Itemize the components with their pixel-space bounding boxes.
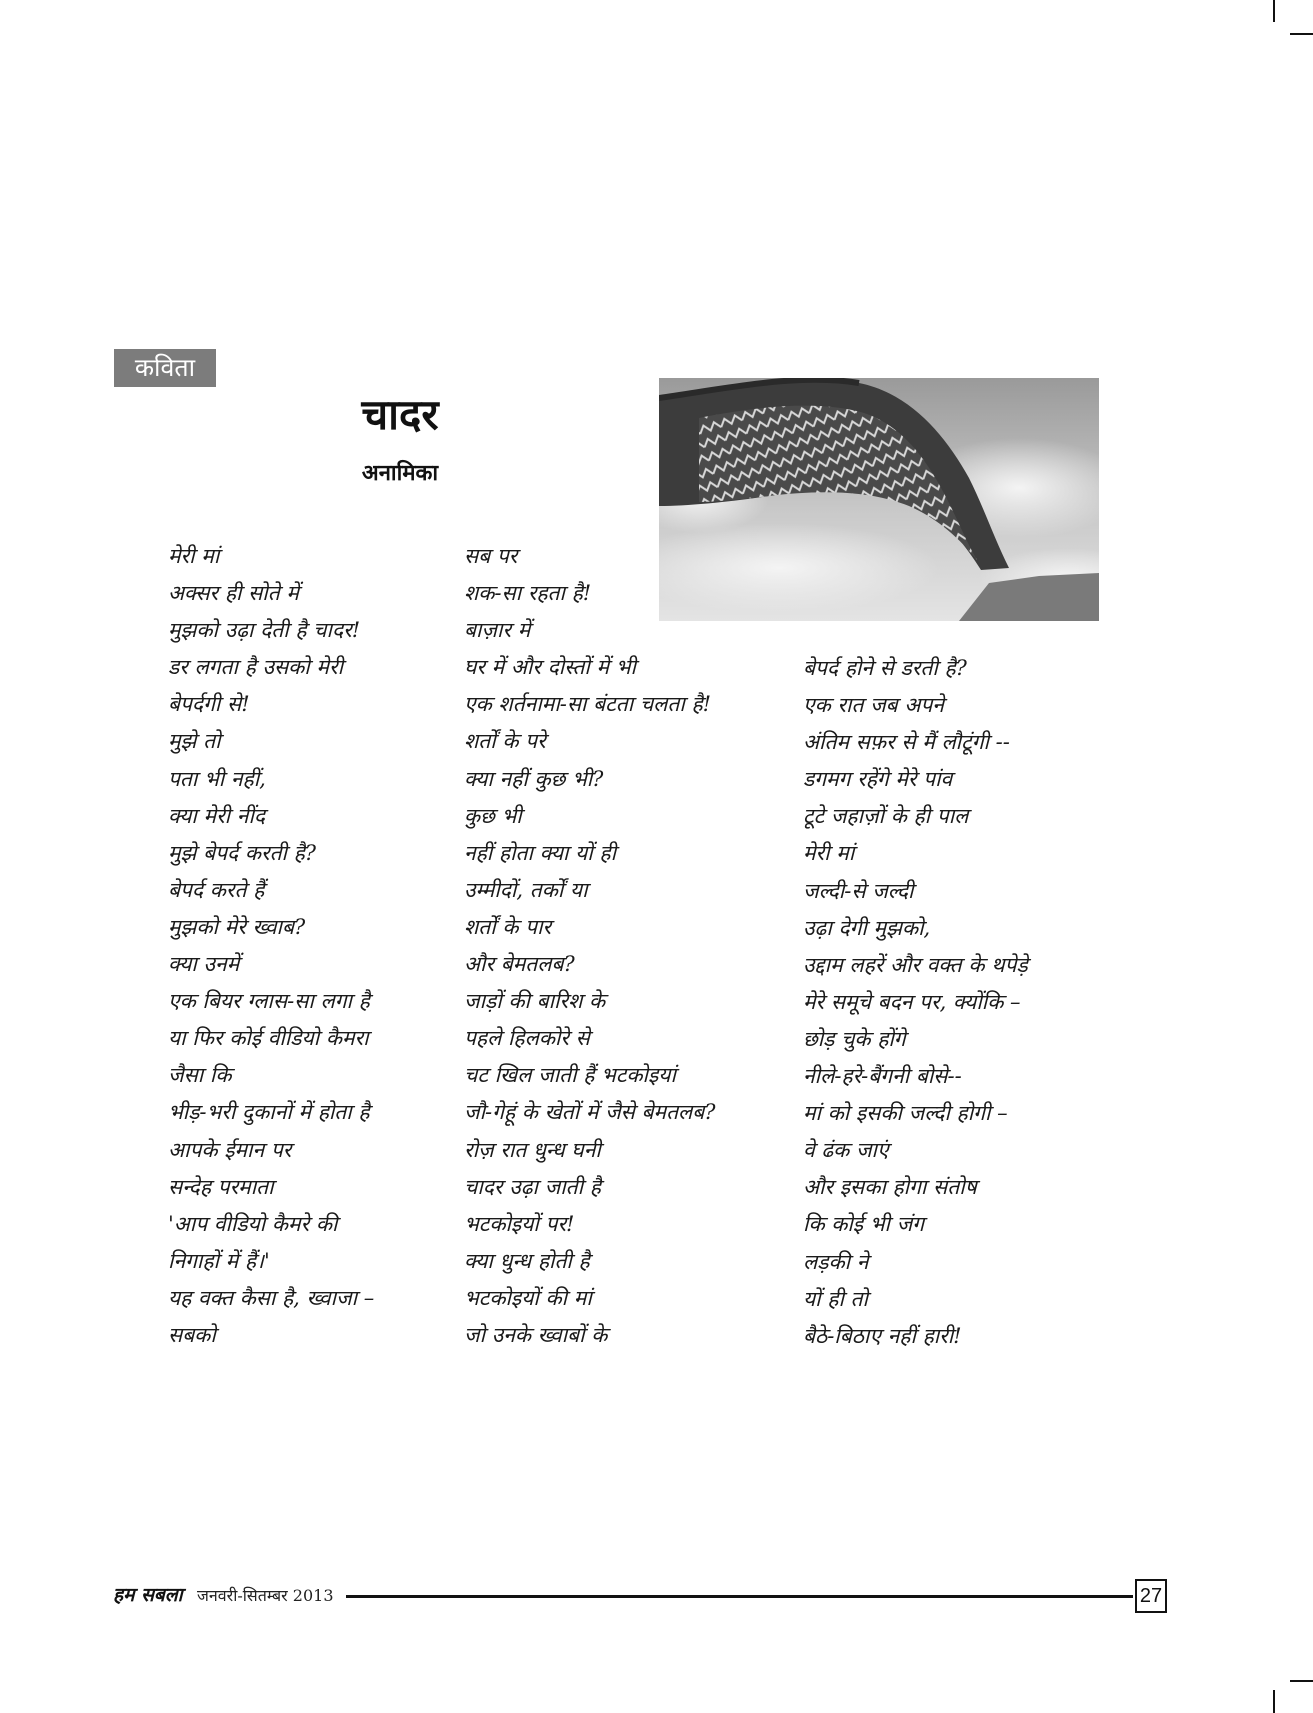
poem-line: जाड़ों की बारिश के bbox=[464, 989, 606, 1014]
poem-line: डर लगता है उसको मेरी bbox=[168, 655, 344, 680]
poem-line: रोज़ रात धुन्ध घनी bbox=[464, 1137, 601, 1162]
issue-date: जनवरी-सितम्बर 2013 bbox=[197, 1586, 334, 1605]
poem-line: जल्दी-से जल्दी bbox=[803, 878, 914, 903]
poem-line: डगमग रहेंगे मेरे पांव bbox=[803, 767, 953, 792]
crop-mark bbox=[1273, 0, 1275, 22]
poem-line: या फिर कोई वीडियो कैमरा bbox=[168, 1026, 369, 1051]
poem-line: कि कोई भी जंग bbox=[803, 1212, 925, 1237]
poem-line: भटकोइयों की मां bbox=[464, 1285, 592, 1310]
poem-line: आपके ईमान पर bbox=[168, 1137, 292, 1162]
poem-column-3 bbox=[803, 650, 1028, 1355]
poem-line: जौ-गेहूं के खेतों में जैसे बेमतलब? bbox=[464, 1100, 716, 1125]
crop-mark bbox=[1273, 1690, 1275, 1713]
poem-line: भटकोइयों पर! bbox=[464, 1211, 575, 1236]
poem-line: शक-सा रहता है! bbox=[464, 581, 592, 606]
poem-line: मेरी मां bbox=[803, 841, 855, 866]
poem-line: और इसका होगा संतोष bbox=[803, 1175, 977, 1200]
poem-line: बैठे-बिठाए नहीं हारी! bbox=[803, 1323, 962, 1348]
poem-line: सन्देह परमाता bbox=[168, 1174, 274, 1199]
poem-column-1 bbox=[168, 538, 374, 1354]
poem-author: अनामिका bbox=[361, 461, 439, 486]
poem-title: चादर bbox=[361, 390, 439, 439]
poem-line: अक्सर ही सोते में bbox=[168, 581, 299, 606]
poem-line: उढ़ा देगी मुझको, bbox=[803, 915, 931, 940]
poem-line: बेपर्दगी से! bbox=[168, 692, 250, 717]
poem-line: निगाहों में हैं।' bbox=[168, 1248, 270, 1273]
poem-line: मां को इसकी जल्दी होगी – bbox=[803, 1101, 1008, 1126]
poem-line: चट खिल जाती हैं भटकोइयां bbox=[464, 1063, 676, 1088]
poem-line: मुझे बेपर्द करती है? bbox=[168, 840, 317, 865]
poem-line: जो उनके ख्वाबों के bbox=[464, 1322, 608, 1347]
poem-line: जैसा कि bbox=[168, 1063, 232, 1088]
cloth-sky-photo bbox=[659, 378, 1099, 621]
poem-line: अंतिम सफ़र से मैं लौटूंगी -- bbox=[803, 730, 1010, 755]
poem-line: बाज़ार में bbox=[464, 618, 531, 643]
poem-line: क्या मेरी नींद bbox=[168, 803, 266, 828]
poem-line: पहले हिलकोरे से bbox=[464, 1026, 590, 1051]
poem-column-2 bbox=[464, 538, 716, 1354]
poem-line: उद्दाम लहरें और वक्त के थपेड़े bbox=[803, 952, 1028, 977]
poem-line: बेपर्द होने से डरती है? bbox=[803, 656, 967, 680]
poem-line: क्या नहीं कुछ भी? bbox=[464, 766, 604, 791]
poem-line: एक शर्तनामा-सा बंटता चलता है! bbox=[464, 692, 712, 717]
poem-line: यों ही तो bbox=[803, 1286, 868, 1311]
poem-line: मेरे समूचे बदन पर, क्योंकि – bbox=[803, 989, 1021, 1014]
poem-line: एक बियर ग्लास-सा लगा है bbox=[168, 989, 370, 1014]
poem-line: चादर उढ़ा जाती है bbox=[464, 1174, 601, 1199]
poem-line: मुझको उढ़ा देती है चादर! bbox=[168, 618, 361, 643]
poem-line: टूटे जहाज़ों के ही पाल bbox=[803, 804, 969, 829]
poem-line: उम्मीदों, तर्कों या bbox=[464, 877, 588, 902]
poem-line: बेपर्द करते हैं bbox=[168, 877, 265, 902]
crop-mark bbox=[1290, 1680, 1313, 1682]
poem-line: शर्तों के परे bbox=[464, 729, 546, 754]
poem-line: मुझको मेरे ख्वाब? bbox=[168, 914, 306, 939]
poem-line: सब पर bbox=[464, 544, 518, 568]
poem-line: शर्तों के पार bbox=[464, 914, 552, 939]
poem-line: भीड़-भरी दुकानों में होता है bbox=[168, 1100, 370, 1125]
section-label: कविता bbox=[114, 349, 216, 387]
poem-line: छोड़ चुके होंगे bbox=[803, 1026, 906, 1051]
poem-line: मेरी मां bbox=[168, 544, 220, 568]
poem-line: मुझे तो bbox=[168, 729, 221, 754]
poem-line: नीले-हरे-बैंगनी बोसे-- bbox=[803, 1064, 962, 1089]
poem-line: क्या धुन्ध होती है bbox=[464, 1248, 590, 1273]
poem-line: क्या उनमें bbox=[168, 952, 240, 977]
poem-line: और बेमतलब? bbox=[464, 952, 575, 977]
magazine-logo: हम सबला bbox=[113, 1584, 183, 1606]
poem-line: यह वक्त कैसा है, ख्वाजा – bbox=[168, 1285, 375, 1310]
footer-rule bbox=[346, 1595, 1133, 1598]
poem-line: लड़की ने bbox=[803, 1249, 869, 1274]
poem-line: सबको bbox=[168, 1322, 216, 1347]
poem-line: कुछ भी bbox=[464, 803, 522, 828]
poem-line: घर में और दोस्तों में भी bbox=[464, 655, 636, 680]
poem-line: पता भी नहीं, bbox=[168, 766, 266, 791]
poem-line: वे ढंक जाएं bbox=[803, 1138, 889, 1163]
poem-line: 'आप वीडियो कैमरे की bbox=[168, 1211, 338, 1236]
poem-line: नहीं होता क्या यों ही bbox=[464, 840, 617, 865]
crop-mark bbox=[1290, 33, 1313, 35]
poem-line: एक रात जब अपने bbox=[803, 693, 944, 718]
page-number: 27 bbox=[1135, 1579, 1167, 1613]
